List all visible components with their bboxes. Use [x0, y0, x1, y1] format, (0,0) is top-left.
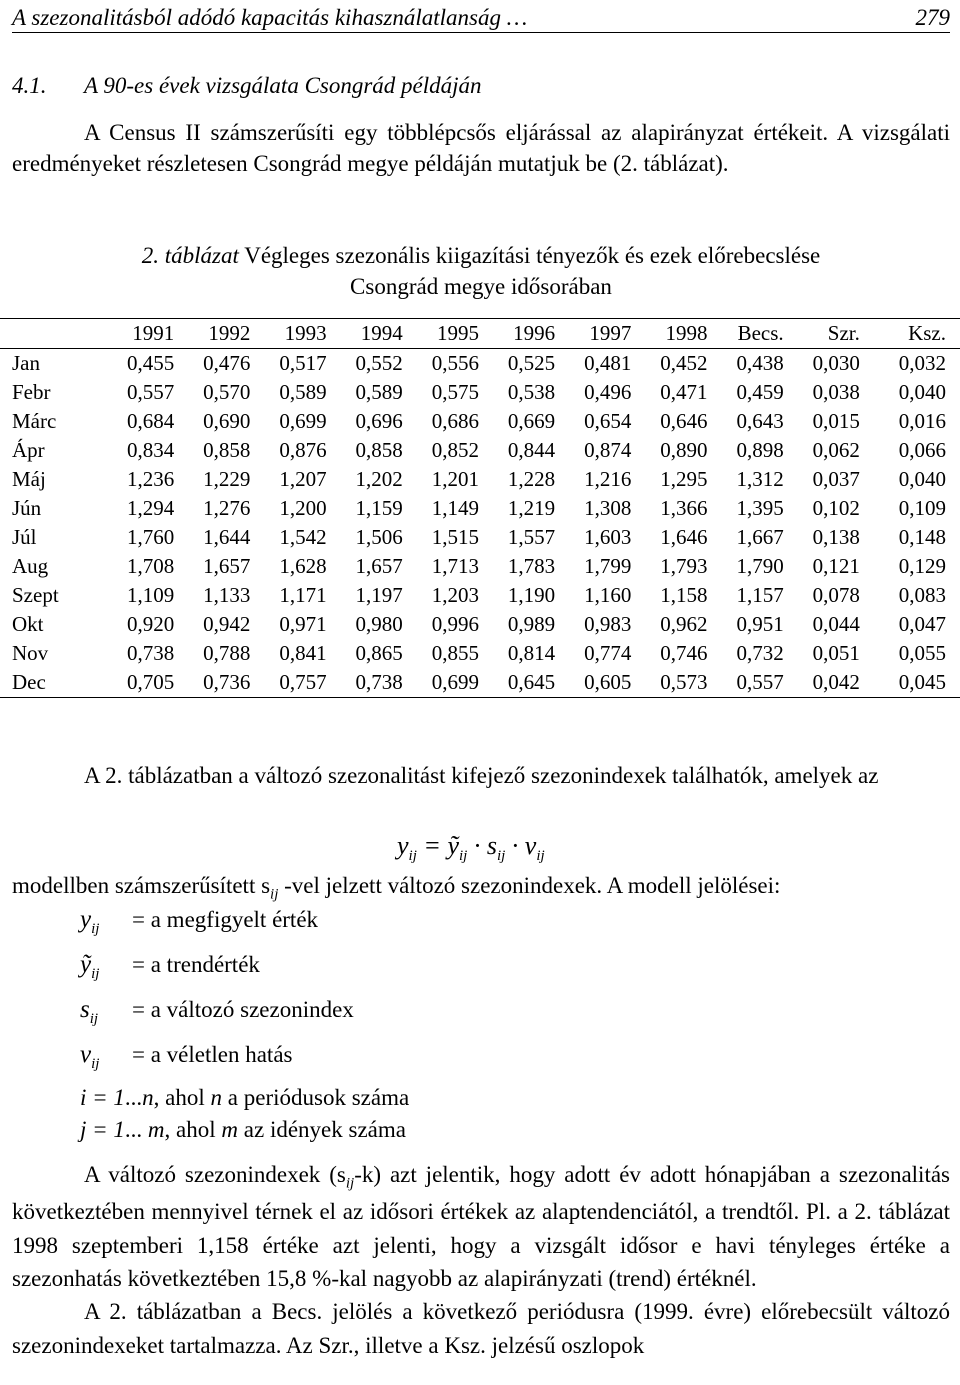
- table-cell: 0,589: [279, 380, 327, 405]
- table-cell: 0,083: [898, 583, 946, 608]
- table-header-cell: 1998: [665, 321, 708, 346]
- eq-dot: ·: [511, 831, 519, 860]
- def-text: = a változó szezonindex: [132, 997, 354, 1022]
- definition-seasonal: [80, 993, 354, 1029]
- table-cell: 0,989: [507, 612, 556, 637]
- table-header-month: [0, 319, 98, 349]
- table-cell: 0,038: [812, 380, 860, 405]
- table-cell: 1,109: [126, 583, 175, 608]
- table-cell: 0,841: [279, 641, 327, 666]
- table-caption-title-line2: Csongrád megye idősorában: [350, 274, 612, 300]
- table-caption-title-line1: Végleges szezonális kiigazítási tényezők és ezek előrebecslése: [244, 243, 821, 268]
- table-cell: 0,476: [203, 351, 251, 376]
- table-cell: 0,696: [355, 409, 403, 434]
- table-cell: 1,202: [355, 467, 403, 492]
- table-cell: 0,452: [660, 351, 708, 376]
- p4-a: A változó szezonindexek (s: [84, 1162, 346, 1187]
- index-rest: a periódusok száma: [222, 1085, 410, 1110]
- eq-sub: ij: [536, 848, 545, 865]
- table-header-cell: 1996: [513, 321, 556, 346]
- def-symbol: v: [80, 1041, 92, 1068]
- table-cell: 0,575: [431, 380, 479, 405]
- table-cell: 0,573: [660, 670, 708, 695]
- table-cell: 1,644: [203, 525, 251, 550]
- table-caption: [12, 240, 950, 302]
- table-cell: 0,589: [355, 380, 403, 405]
- table-cell: 1,219: [507, 496, 556, 521]
- def-sub: ij: [91, 1056, 100, 1072]
- p4-b: -k) azt jelentik, hogy adott év adott hónapjában a szezonalitás következtében mennyivel térnek el az idősori értékek az alaptendenciától, a trendtől. Pl. a 2. táblázat 1998 szeptemberi 1,158 értéke azt jelenti, hogy a vizsgált idősor e havi tényleges értéke a szezonhatás következtében 15,8 %-kal nagyobb az alapirányzati (trend) értéknél.: [12, 1162, 950, 1292]
- table-cell: 0,078: [812, 583, 860, 608]
- running-head-title: A szezonalitásból adódó kapacitás kihasználatlanság …: [12, 5, 528, 30]
- section-title: A 90-es évek vizsgálata Csongrád példáján: [84, 73, 482, 98]
- table-cell: 0,874: [584, 438, 632, 463]
- table-cell: 0,865: [355, 641, 403, 666]
- table-cell: 0,042: [812, 670, 860, 695]
- table-cell: 1,657: [203, 554, 251, 579]
- seasonal-factors-table: [0, 318, 960, 698]
- table-row: [0, 378, 960, 407]
- table-cell: 1,395: [736, 496, 784, 521]
- table-cell: 0,138: [812, 525, 860, 550]
- table-cell: 0,757: [279, 670, 327, 695]
- table-cell-month: Márc: [12, 409, 57, 434]
- table-cell: 0,705: [126, 670, 175, 695]
- table-cell: 1,793: [660, 554, 708, 579]
- table-cell: 1,708: [126, 554, 175, 579]
- paragraph-2-text: A 2. táblázatban a változó szezonalitást kifejező szezonindexek találhatók, amelyek az: [84, 763, 879, 788]
- table-cell: 0,736: [203, 670, 251, 695]
- table-cell: 0,669: [507, 409, 556, 434]
- table-cell: 0,552: [355, 351, 403, 376]
- table-cell: 1,197: [355, 583, 403, 608]
- index-text: , ahol: [164, 1117, 222, 1142]
- definition-random: [80, 1038, 292, 1074]
- paragraph-3: [12, 870, 780, 905]
- table-row: [0, 581, 960, 610]
- p3-before: modellben számszerűsített s: [12, 873, 271, 898]
- table-cell: 0,605: [584, 670, 632, 695]
- index-j: [80, 1114, 406, 1145]
- eq-ytilde: ỹ: [447, 831, 459, 860]
- def-sub: ij: [91, 966, 100, 982]
- eq-sub: ij: [458, 848, 468, 865]
- intro-paragraph: [12, 117, 950, 179]
- table-cell: 0,738: [355, 670, 403, 695]
- table-cell: 1,295: [660, 467, 708, 492]
- table-cell-month: Jan: [12, 351, 40, 376]
- def-symbol: s: [80, 996, 90, 1023]
- table-cell: 0,996: [431, 612, 479, 637]
- eq-sub: ij: [408, 848, 417, 865]
- table-cell: 0,129: [898, 554, 946, 579]
- table-cell: 0,032: [898, 351, 946, 376]
- table-cell: 0,646: [660, 409, 708, 434]
- table-cell: 1,149: [431, 496, 479, 521]
- table-row: [0, 436, 960, 465]
- table-cell: 1,557: [507, 525, 556, 550]
- table-header-cell: 1995: [436, 321, 479, 346]
- table-cell: 1,366: [660, 496, 708, 521]
- section-heading: [12, 70, 482, 101]
- table-cell: 1,207: [279, 467, 327, 492]
- table-header-cell: Szr.: [827, 321, 860, 346]
- table-cell: 1,171: [279, 583, 327, 608]
- table-cell: 0,062: [812, 438, 860, 463]
- table-row: [0, 552, 960, 581]
- table-cell: 0,898: [736, 438, 784, 463]
- index-math: i = 1: [80, 1085, 125, 1110]
- table-cell: 0,962: [660, 612, 708, 637]
- table-cell: 1,603: [584, 525, 632, 550]
- table-cell: 0,045: [898, 670, 946, 695]
- table-cell: 1,190: [507, 583, 556, 608]
- table-row: [0, 349, 960, 379]
- table-cell: 1,657: [355, 554, 403, 579]
- table-cell: 1,159: [355, 496, 403, 521]
- table-cell: 0,517: [279, 351, 327, 376]
- table-cell: 0,788: [203, 641, 251, 666]
- table-cell: 0,525: [507, 351, 556, 376]
- index-rest: az idények száma: [238, 1117, 406, 1142]
- page-number: 279: [915, 5, 950, 30]
- index-math: j = 1: [80, 1117, 125, 1142]
- table-cell: 1,713: [431, 554, 479, 579]
- table-cell: 1,276: [203, 496, 251, 521]
- table-cell: 1,783: [507, 554, 556, 579]
- table-cell: 0,942: [203, 612, 251, 637]
- table-cell: 0,746: [660, 641, 708, 666]
- table-cell: 0,690: [203, 409, 251, 434]
- table-cell: 0,920: [126, 612, 175, 637]
- table-cell: 1,216: [584, 467, 632, 492]
- index-text: , ahol: [153, 1085, 211, 1110]
- table-row: [0, 610, 960, 639]
- table-cell: 0,538: [507, 380, 556, 405]
- running-head: [12, 2, 950, 33]
- index-var: m: [221, 1117, 239, 1142]
- table-cell: 0,459: [736, 380, 784, 405]
- eq-sub: ij: [496, 848, 506, 865]
- table-cell: 0,890: [660, 438, 708, 463]
- def-text: = a trendérték: [132, 952, 260, 977]
- p4-sub: ij: [345, 1175, 355, 1192]
- table-row: [0, 407, 960, 436]
- table-header-cell: 1992: [208, 321, 251, 346]
- index-i: [80, 1082, 409, 1113]
- table-cell-month: Júl: [12, 525, 37, 550]
- table-cell: 0,109: [898, 496, 946, 521]
- table-caption-label: 2. táblázat: [141, 243, 239, 268]
- table-cell: 0,047: [898, 612, 946, 637]
- table-cell: 0,738: [126, 641, 175, 666]
- table-cell: 0,471: [660, 380, 708, 405]
- table-header-cell: 1994: [360, 321, 403, 346]
- table-cell: 1,760: [126, 525, 175, 550]
- table-cell: 0,481: [584, 351, 632, 376]
- eq-v: v: [524, 831, 537, 860]
- table-cell-month: Szept: [12, 583, 59, 608]
- table-header-cell: 1991: [132, 321, 175, 346]
- table-cell: 0,102: [812, 496, 860, 521]
- table-body: [0, 349, 960, 698]
- table-cell: 1,228: [507, 467, 556, 492]
- table-cell: 0,699: [279, 409, 327, 434]
- p4-c: A 2. táblázatban a Becs. jelölés a következő periódusra (1999. évre) előrebecsült változó szezonindexeket tartalmazza. Az Szr., illetve a Ksz. jelzésű oszlopok: [12, 1299, 950, 1358]
- table-cell: 0,016: [898, 409, 946, 434]
- table-cell: 1,203: [431, 583, 479, 608]
- eq-dot: ·: [473, 831, 481, 860]
- table-cell-month: Okt: [12, 612, 44, 637]
- def-symbol: y: [80, 906, 92, 933]
- table-cell: 0,030: [812, 351, 860, 376]
- table-cell: 0,556: [431, 351, 479, 376]
- table-cell: 0,044: [812, 612, 860, 637]
- table-cell: 1,160: [584, 583, 632, 608]
- def-sub: ij: [91, 921, 100, 937]
- table-cell: 0,051: [812, 641, 860, 666]
- table-cell: 0,844: [507, 438, 556, 463]
- table-header-cell: 1993: [284, 321, 327, 346]
- table-cell: 0,858: [203, 438, 251, 463]
- table-cell: 0,055: [898, 641, 946, 666]
- table-cell: 1,515: [431, 525, 479, 550]
- index-dots: ...: [124, 1085, 143, 1110]
- index-var: n: [142, 1085, 154, 1110]
- table-cell: 0,121: [812, 554, 860, 579]
- table-cell: 1,308: [584, 496, 632, 521]
- table-cell: 0,438: [736, 351, 784, 376]
- table-cell: 0,852: [431, 438, 479, 463]
- index-var: n: [210, 1085, 223, 1110]
- model-equation: [397, 828, 545, 866]
- table-cell-month: Jún: [12, 496, 42, 521]
- table-cell-month: Ápr: [12, 438, 45, 463]
- table-header-row: [0, 319, 960, 349]
- table-cell: 1,790: [736, 554, 784, 579]
- table-cell: 0,686: [431, 409, 479, 434]
- table-cell: 1,667: [736, 525, 784, 550]
- table-cell: 0,557: [126, 380, 175, 405]
- table-cell: 1,312: [736, 467, 784, 492]
- table-row: [0, 523, 960, 552]
- table-cell: 0,684: [126, 409, 175, 434]
- table-cell: 1,200: [279, 496, 327, 521]
- table-cell: 1,799: [584, 554, 632, 579]
- table-row: [0, 465, 960, 494]
- table-cell: 0,983: [584, 612, 632, 637]
- paragraph-2: [12, 760, 950, 791]
- p3-sub: ij: [270, 886, 279, 903]
- table-cell: 1,229: [203, 467, 251, 492]
- table-cell-month: Febr: [12, 380, 51, 405]
- table-cell-month: Máj: [12, 467, 46, 492]
- table-cell: 1,646: [660, 525, 708, 550]
- table-cell: 0,814: [507, 641, 556, 666]
- table-cell: 0,557: [736, 670, 784, 695]
- table-cell-month: Dec: [12, 670, 46, 695]
- table-cell: 0,015: [812, 409, 860, 434]
- table-cell: 0,971: [279, 612, 327, 637]
- table-cell: 1,628: [279, 554, 327, 579]
- table-cell: 0,951: [736, 612, 784, 637]
- eq-y: y: [397, 831, 409, 860]
- table-cell: 0,037: [812, 467, 860, 492]
- eq-equals: =: [423, 831, 441, 860]
- def-sub: ij: [89, 1011, 99, 1027]
- table-cell: 1,201: [431, 467, 479, 492]
- table-cell: 1,236: [126, 467, 175, 492]
- table-cell: 0,496: [584, 380, 632, 405]
- def-text: = a megfigyelt érték: [132, 907, 319, 932]
- table-cell: 1,133: [203, 583, 251, 608]
- table-cell: 1,157: [736, 583, 784, 608]
- table-cell: 1,506: [355, 525, 403, 550]
- index-var: m: [147, 1117, 165, 1142]
- table-cell: 0,066: [898, 438, 946, 463]
- def-symbol: ỹ: [80, 951, 92, 978]
- definition-observed: [80, 903, 318, 939]
- table-cell: 0,455: [126, 351, 175, 376]
- def-text: = a véletlen hatás: [132, 1042, 293, 1067]
- table-cell-month: Aug: [12, 554, 49, 579]
- table-cell: 0,774: [584, 641, 632, 666]
- intro-paragraph-text: A Census II számszerűsíti egy többlépcsős eljárással az alapirányzat értékeit. A vizsgálati eredményeket részletesen Csongrád megye példáján mutatjuk be (2. táblázat).: [12, 120, 950, 177]
- definition-trend: [80, 948, 260, 984]
- table-cell: 0,643: [736, 409, 784, 434]
- table-cell: 0,855: [431, 641, 479, 666]
- table-row: [0, 639, 960, 668]
- table-row: [0, 494, 960, 523]
- table-cell: 0,148: [898, 525, 946, 550]
- index-dots: ...: [124, 1117, 148, 1142]
- table-row: [0, 668, 960, 698]
- table-cell: 1,158: [660, 583, 708, 608]
- table-cell: 0,040: [898, 380, 946, 405]
- table-header-cell: 1997: [589, 321, 632, 346]
- table-cell: 0,654: [584, 409, 632, 434]
- table-cell: 0,570: [203, 380, 251, 405]
- table-cell: 0,858: [355, 438, 403, 463]
- eq-s: s: [486, 831, 497, 860]
- table-cell-month: Nov: [12, 641, 49, 666]
- table-header-cell: Ksz.: [908, 321, 946, 346]
- table-cell: 0,876: [279, 438, 327, 463]
- table-cell: 0,040: [898, 467, 946, 492]
- p3-after: -vel jelzett változó szezonindexek. A modell jelölései:: [278, 873, 781, 898]
- table-cell: 0,645: [507, 670, 556, 695]
- table-cell: 1,542: [279, 525, 327, 550]
- table-cell: 0,834: [126, 438, 175, 463]
- table-header-cell: Becs.: [737, 321, 784, 346]
- paragraph-4: [12, 1158, 950, 1362]
- table-cell: 0,980: [355, 612, 403, 637]
- table-cell: 0,699: [431, 670, 479, 695]
- table-cell: 0,732: [736, 641, 784, 666]
- section-number: 4.1.: [12, 73, 47, 98]
- table-cell: 1,294: [126, 496, 175, 521]
